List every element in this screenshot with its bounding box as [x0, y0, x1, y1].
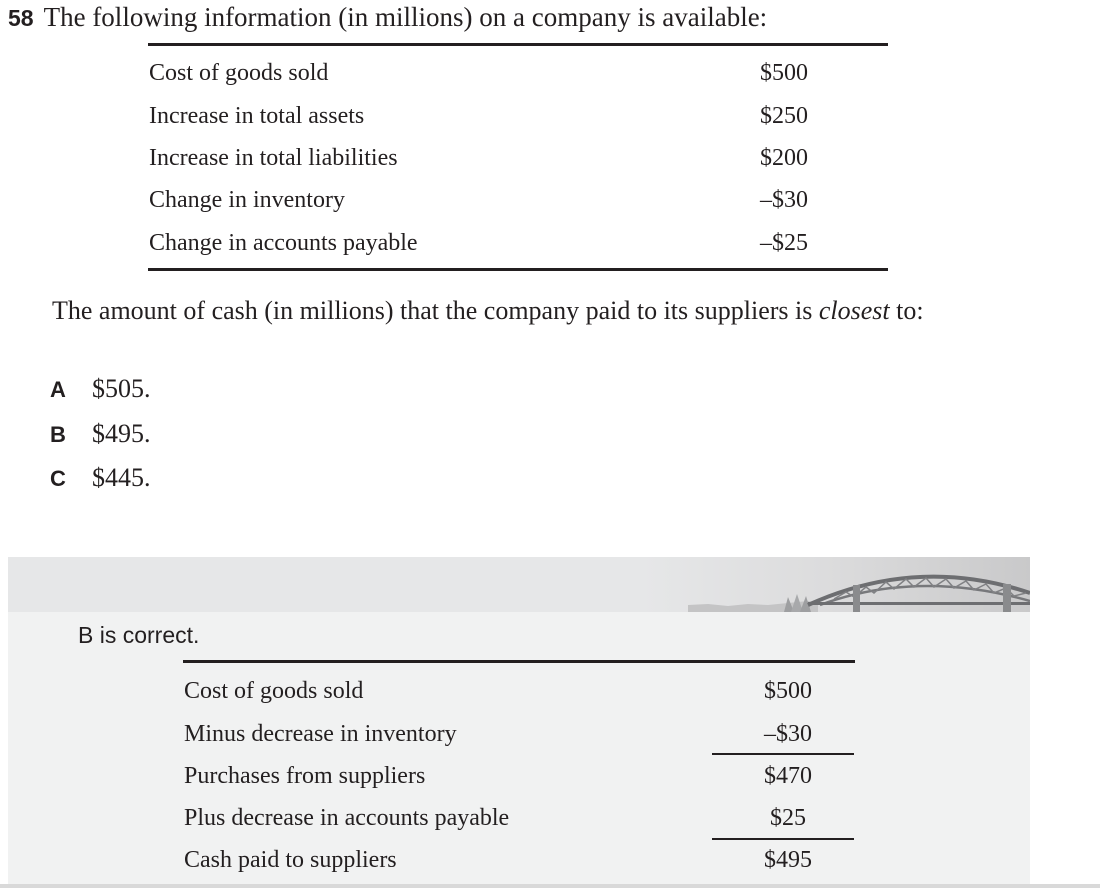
- option-a[interactable]: [50, 374, 151, 404]
- subtotal-rule: [712, 753, 854, 755]
- answer-row: [184, 763, 856, 795]
- row-label: Cash paid to suppliers: [184, 847, 397, 873]
- question-intro: The following information (in millions) on a company is available:: [43, 2, 768, 32]
- row-value: $500: [760, 60, 808, 86]
- question-heading: [8, 2, 767, 33]
- row-value: $495: [764, 847, 812, 873]
- question-stem: [52, 292, 1042, 329]
- row-value: $470: [764, 763, 812, 789]
- row-value: $250: [760, 103, 808, 129]
- row-value: $500: [764, 678, 812, 704]
- row-label: Increase in total liabilities: [149, 145, 398, 171]
- stem-text: The amount of cash (in millions) that the company paid to its suppliers is: [52, 296, 819, 325]
- answer-row: [184, 721, 856, 753]
- table-row: [149, 103, 889, 135]
- bridge-skyline-image: [8, 557, 1030, 612]
- stem-emphasis: closest: [818, 296, 890, 325]
- table-top-rule: [148, 43, 888, 46]
- table-row: [149, 60, 889, 92]
- answer-banner: [8, 557, 1030, 612]
- table-row: [149, 230, 889, 262]
- row-value: –$25: [760, 230, 808, 256]
- row-label: Change in inventory: [149, 187, 345, 213]
- option-letter: C: [50, 466, 66, 491]
- option-text: $505.: [92, 374, 151, 403]
- answer-row: [184, 847, 856, 879]
- option-text: $445.: [92, 463, 151, 492]
- option-letter: B: [50, 422, 66, 447]
- row-label: Cost of goods sold: [149, 60, 329, 86]
- question-number: 58: [8, 5, 34, 31]
- answer-verdict: B is correct.: [78, 622, 200, 648]
- row-label: Increase in total assets: [149, 103, 365, 129]
- table-row: [149, 145, 889, 177]
- row-value: –$30: [764, 721, 812, 747]
- row-value: –$30: [760, 187, 808, 213]
- row-value: $200: [760, 145, 808, 171]
- page-bottom-edge: [0, 884, 1100, 888]
- table-bottom-rule: [148, 268, 888, 271]
- row-label: Purchases from suppliers: [184, 763, 426, 789]
- total-rule: [712, 838, 854, 840]
- answer-row: [184, 678, 856, 710]
- answer-row: [184, 805, 856, 837]
- table-row: [149, 187, 889, 219]
- option-b[interactable]: [50, 419, 151, 449]
- row-label: Plus decrease in accounts payable: [184, 805, 510, 831]
- row-value: $25: [770, 805, 806, 831]
- option-text: $495.: [92, 419, 151, 448]
- row-label: Change in accounts payable: [149, 230, 418, 256]
- option-letter: A: [50, 377, 66, 402]
- option-c[interactable]: [50, 463, 151, 493]
- answer-table-top-rule: [183, 660, 855, 663]
- row-label: Cost of goods sold: [184, 678, 364, 704]
- stem-text-end: to:: [889, 296, 924, 325]
- row-label: Minus decrease in inventory: [184, 721, 457, 747]
